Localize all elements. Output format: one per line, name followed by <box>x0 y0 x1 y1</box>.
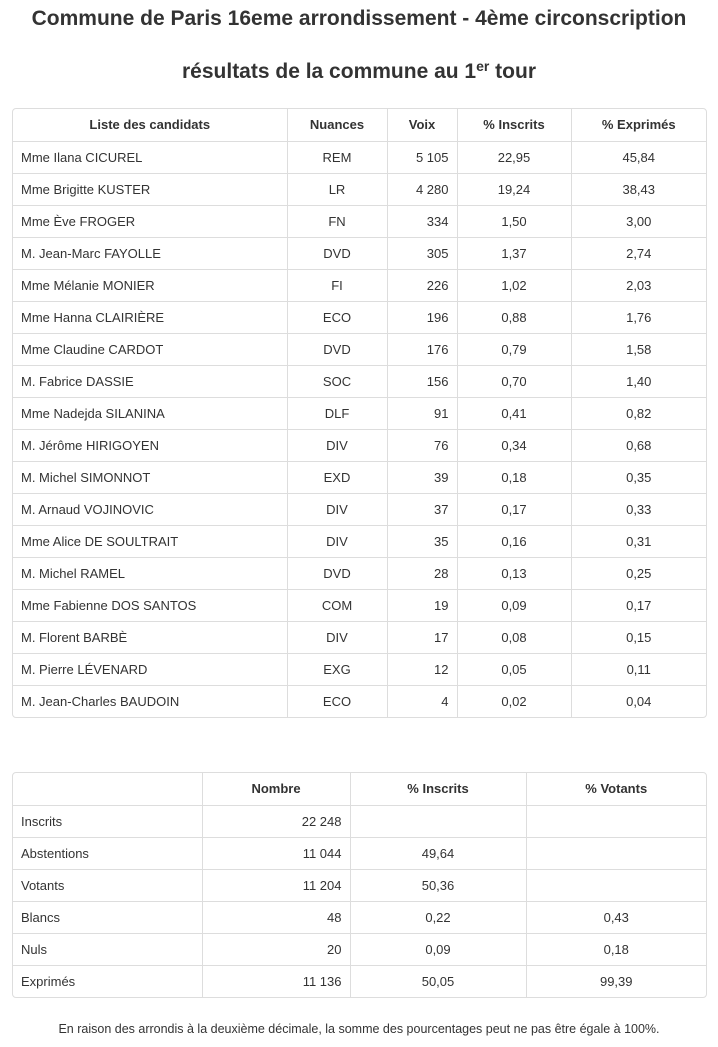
candidate-nuance: ECO <box>287 301 387 333</box>
candidate-nuance: EXG <box>287 653 387 685</box>
table-row <box>13 397 706 429</box>
table-row <box>13 173 706 205</box>
table-row <box>13 589 706 621</box>
candidate-nuance: DVD <box>287 333 387 365</box>
table-row <box>13 901 706 933</box>
candidate-nuance: COM <box>287 589 387 621</box>
candidate-nuance: EXD <box>287 461 387 493</box>
table-row <box>13 429 706 461</box>
candidate-name: Mme Brigitte KUSTER <box>13 173 287 205</box>
candidate-pct-exprimes: 0,82 <box>571 397 706 429</box>
candidate-voix: 28 <box>387 557 457 589</box>
table-row <box>13 205 706 237</box>
candidate-pct-inscrits: 0,02 <box>457 685 571 717</box>
candidate-nuance: DLF <box>287 397 387 429</box>
candidate-pct-inscrits: 0,88 <box>457 301 571 333</box>
candidate-pct-exprimes: 0,68 <box>571 429 706 461</box>
candidates-header-row <box>13 109 706 141</box>
summary-nombre: 11 204 <box>202 869 350 901</box>
summary-nombre: 48 <box>202 901 350 933</box>
candidate-voix: 12 <box>387 653 457 685</box>
candidate-pct-inscrits: 0,13 <box>457 557 571 589</box>
header-nuances: Nuances <box>287 109 387 141</box>
candidate-name: Mme Hanna CLAIRIÈRE <box>13 301 287 333</box>
candidate-name: M. Michel SIMONNOT <box>13 461 287 493</box>
header-pct-inscrits: % Inscrits <box>457 109 571 141</box>
candidate-pct-exprimes: 1,58 <box>571 333 706 365</box>
candidate-pct-exprimes: 0,25 <box>571 557 706 589</box>
table-row <box>13 493 706 525</box>
candidate-voix: 35 <box>387 525 457 557</box>
candidate-pct-exprimes: 0,04 <box>571 685 706 717</box>
table-row <box>13 461 706 493</box>
candidate-pct-inscrits: 19,24 <box>457 173 571 205</box>
candidate-pct-exprimes: 0,17 <box>571 589 706 621</box>
candidate-pct-exprimes: 2,74 <box>571 237 706 269</box>
candidate-nuance: SOC <box>287 365 387 397</box>
candidate-nuance: DIV <box>287 525 387 557</box>
page-title: Commune de Paris 16eme arrondissement - 4ème circonscription <box>31 7 687 30</box>
subtitle-suffix: tour <box>489 60 536 83</box>
summary-nombre: 11 044 <box>202 837 350 869</box>
candidate-voix: 176 <box>387 333 457 365</box>
table-row <box>13 525 706 557</box>
candidate-pct-inscrits: 0,16 <box>457 525 571 557</box>
candidate-nuance: LR <box>287 173 387 205</box>
candidate-pct-exprimes: 0,33 <box>571 493 706 525</box>
summary-pct-votants <box>526 837 706 869</box>
table-row <box>13 557 706 589</box>
candidate-name: M. Jérôme HIRIGOYEN <box>13 429 287 461</box>
candidate-voix: 39 <box>387 461 457 493</box>
candidate-nuance: FN <box>287 205 387 237</box>
header-pct-inscrits: % Inscrits <box>350 773 526 805</box>
candidate-voix: 76 <box>387 429 457 461</box>
candidate-name: Mme Ilana CICUREL <box>13 141 287 173</box>
table-row <box>13 653 706 685</box>
candidate-name: Mme Fabienne DOS SANTOS <box>13 589 287 621</box>
candidate-pct-inscrits: 0,09 <box>457 589 571 621</box>
candidate-pct-inscrits: 1,50 <box>457 205 571 237</box>
candidate-voix: 156 <box>387 365 457 397</box>
table-row <box>13 333 706 365</box>
candidate-voix: 17 <box>387 621 457 653</box>
summary-pct-inscrits: 49,64 <box>350 837 526 869</box>
table-row <box>13 621 706 653</box>
candidate-pct-inscrits: 0,08 <box>457 621 571 653</box>
candidate-name: Mme Nadejda SILANINA <box>13 397 287 429</box>
candidate-pct-inscrits: 1,37 <box>457 237 571 269</box>
summary-label: Votants <box>13 869 202 901</box>
summary-pct-inscrits <box>350 805 526 837</box>
summary-label: Blancs <box>13 901 202 933</box>
candidate-pct-exprimes: 0,15 <box>571 621 706 653</box>
candidate-pct-exprimes: 0,31 <box>571 525 706 557</box>
summary-label: Nuls <box>13 933 202 965</box>
page-subtitle <box>0 60 718 84</box>
header-nombre: Nombre <box>202 773 350 805</box>
table-row <box>13 141 706 173</box>
candidate-nuance: DIV <box>287 493 387 525</box>
candidate-voix: 91 <box>387 397 457 429</box>
summary-label: Abstentions <box>13 837 202 869</box>
candidate-voix: 19 <box>387 589 457 621</box>
candidate-pct-inscrits: 0,17 <box>457 493 571 525</box>
candidate-pct-exprimes: 1,40 <box>571 365 706 397</box>
summary-nombre: 11 136 <box>202 965 350 997</box>
candidate-name: M. Jean-Marc FAYOLLE <box>13 237 287 269</box>
candidate-name: M. Florent BARBÈ <box>13 621 287 653</box>
candidate-nuance: REM <box>287 141 387 173</box>
candidate-nuance: DVD <box>287 557 387 589</box>
candidate-pct-exprimes: 1,76 <box>571 301 706 333</box>
candidate-nuance: ECO <box>287 685 387 717</box>
subtitle-superscript: er <box>476 58 490 74</box>
candidate-name: Mme Claudine CARDOT <box>13 333 287 365</box>
candidate-pct-inscrits: 1,02 <box>457 269 571 301</box>
table-row <box>13 301 706 333</box>
candidate-voix: 196 <box>387 301 457 333</box>
summary-pct-votants: 0,18 <box>526 933 706 965</box>
table-row <box>13 837 706 869</box>
candidate-voix: 37 <box>387 493 457 525</box>
summary-nombre: 20 <box>202 933 350 965</box>
candidate-name: Mme Alice DE SOULTRAIT <box>13 525 287 557</box>
header-voix: Voix <box>387 109 457 141</box>
candidate-voix: 334 <box>387 205 457 237</box>
candidate-voix: 5 105 <box>387 141 457 173</box>
candidate-voix: 4 <box>387 685 457 717</box>
candidates-table <box>12 108 707 718</box>
table-row <box>13 933 706 965</box>
candidate-pct-exprimes: 45,84 <box>571 141 706 173</box>
summary-pct-votants: 99,39 <box>526 965 706 997</box>
header-pct-exprimes: % Exprimés <box>571 109 706 141</box>
summary-pct-votants: 0,43 <box>526 901 706 933</box>
candidate-pct-exprimes: 3,00 <box>571 205 706 237</box>
summary-label: Inscrits <box>13 805 202 837</box>
candidate-pct-exprimes: 0,35 <box>571 461 706 493</box>
summary-label: Exprimés <box>13 965 202 997</box>
table-row <box>13 237 706 269</box>
summary-pct-inscrits: 50,36 <box>350 869 526 901</box>
candidate-name: M. Arnaud VOJINOVIC <box>13 493 287 525</box>
candidate-nuance: DIV <box>287 429 387 461</box>
candidate-name: M. Michel RAMEL <box>13 557 287 589</box>
table-row <box>13 965 706 997</box>
candidate-name: Mme Ève FROGER <box>13 205 287 237</box>
candidate-pct-inscrits: 0,05 <box>457 653 571 685</box>
table-row <box>13 269 706 301</box>
summary-pct-inscrits: 0,22 <box>350 901 526 933</box>
header-pct-votants: % Votants <box>526 773 706 805</box>
candidate-voix: 305 <box>387 237 457 269</box>
candidate-pct-exprimes: 38,43 <box>571 173 706 205</box>
summary-pct-votants <box>526 805 706 837</box>
candidate-name: M. Jean-Charles BAUDOIN <box>13 685 287 717</box>
summary-pct-inscrits: 50,05 <box>350 965 526 997</box>
summary-nombre: 22 248 <box>202 805 350 837</box>
summary-header-row <box>13 773 706 805</box>
subtitle-prefix: résultats de la commune au 1 <box>182 60 477 83</box>
candidate-pct-inscrits: 0,18 <box>457 461 571 493</box>
table-row <box>13 805 706 837</box>
summary-pct-votants <box>526 869 706 901</box>
candidate-nuance: DIV <box>287 621 387 653</box>
candidate-name: M. Pierre LÉVENARD <box>13 653 287 685</box>
candidate-voix: 226 <box>387 269 457 301</box>
table-row <box>13 869 706 901</box>
candidate-nuance: FI <box>287 269 387 301</box>
header-blank <box>13 773 202 805</box>
candidate-pct-exprimes: 0,11 <box>571 653 706 685</box>
candidate-pct-inscrits: 0,41 <box>457 397 571 429</box>
candidate-pct-inscrits: 0,79 <box>457 333 571 365</box>
table-row <box>13 365 706 397</box>
summary-table <box>12 772 707 998</box>
candidate-name: M. Fabrice DASSIE <box>13 365 287 397</box>
candidate-pct-exprimes: 2,03 <box>571 269 706 301</box>
summary-pct-inscrits: 0,09 <box>350 933 526 965</box>
header-candidates: Liste des candidats <box>13 109 287 141</box>
candidate-voix: 4 280 <box>387 173 457 205</box>
candidate-pct-inscrits: 0,70 <box>457 365 571 397</box>
candidate-pct-inscrits: 0,34 <box>457 429 571 461</box>
table-row <box>13 685 706 717</box>
candidate-nuance: DVD <box>287 237 387 269</box>
candidate-pct-inscrits: 22,95 <box>457 141 571 173</box>
candidate-name: Mme Mélanie MONIER <box>13 269 287 301</box>
footnote: En raison des arrondis à la deuxième décimale, la somme des pourcentages peut ne pas être égale à 100%. <box>58 1022 660 1036</box>
